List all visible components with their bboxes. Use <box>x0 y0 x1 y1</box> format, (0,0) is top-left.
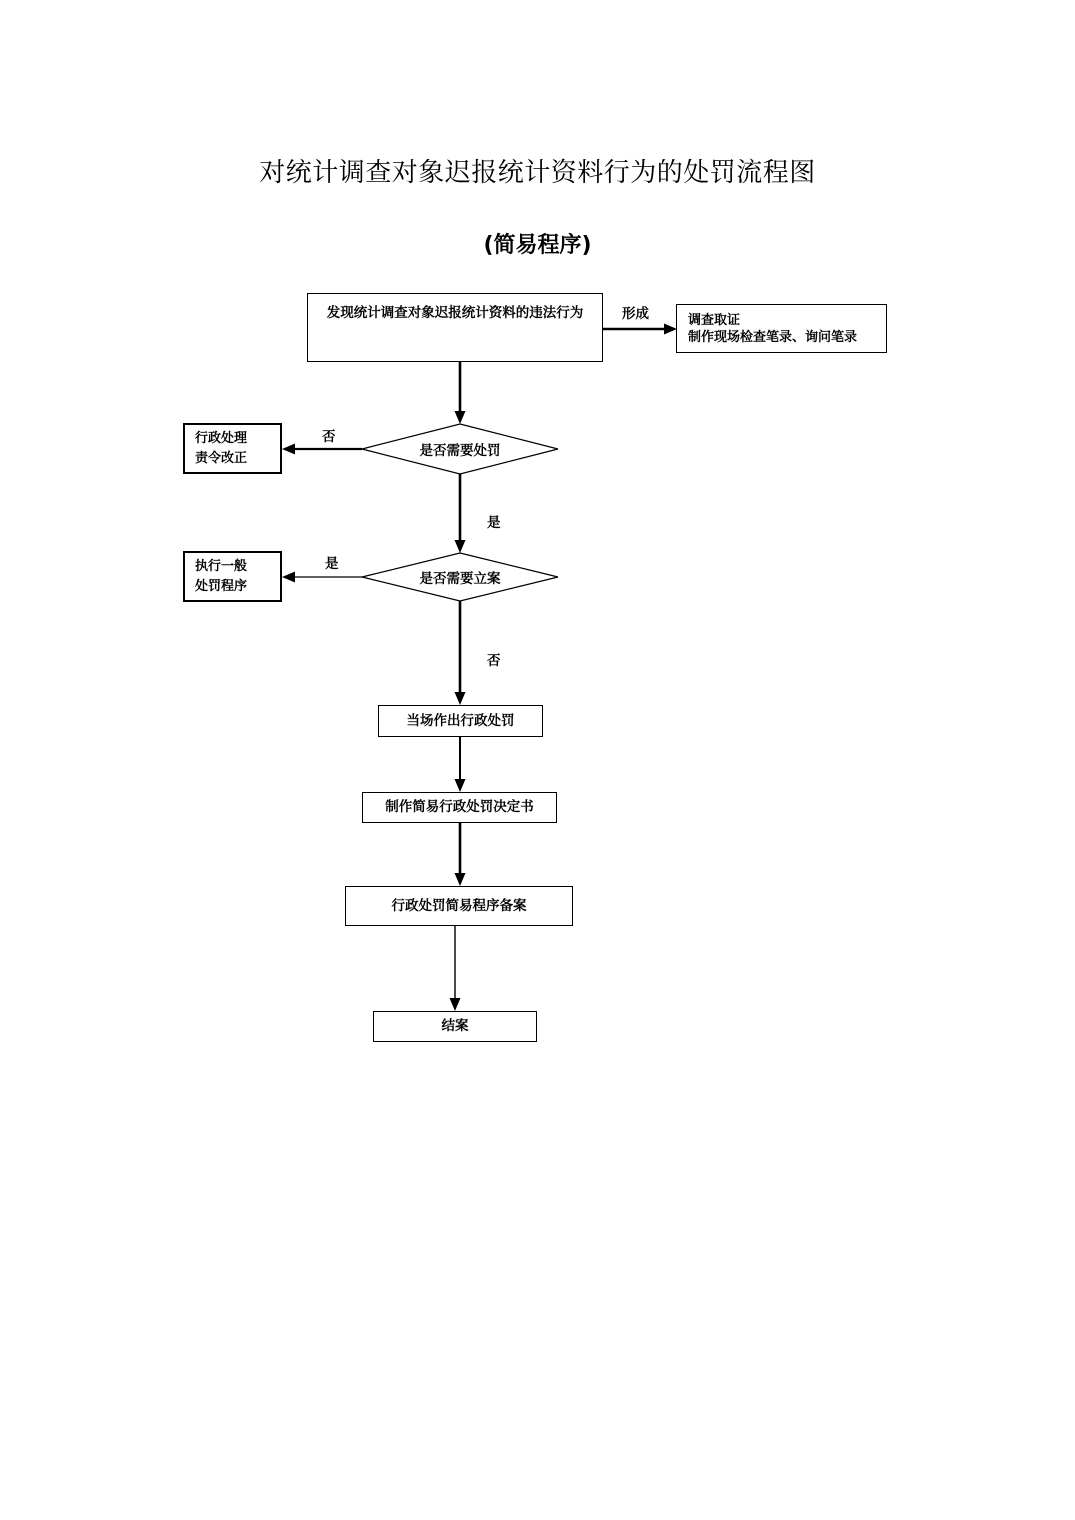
node-start <box>307 293 603 362</box>
edge-label-yes-case: 是 <box>325 556 339 572</box>
node-close-case-label: 结案 <box>441 1018 469 1035</box>
edge-label-form: 形成 <box>622 306 649 322</box>
edge-label-no-case: 否 <box>487 653 501 669</box>
decision-need-penalty-label: 是否需要处罚 <box>419 443 501 459</box>
node-onsite-penalty <box>378 705 543 737</box>
node-general-procedure-line2: 处罚程序 <box>195 578 248 594</box>
node-onsite-penalty-label: 当场作出行政处罚 <box>406 712 515 729</box>
node-start-label: 发现统计调查对象迟报统计资料的违法行为 <box>326 305 584 321</box>
node-filing-record <box>345 886 573 926</box>
node-evidence-line2: 制作现场检查笔录、询问笔录 <box>688 329 858 345</box>
node-admin-handling-line2: 责令改正 <box>195 450 248 466</box>
node-evidence-line1: 调查取证 <box>688 312 741 328</box>
page-title: 对统计调查对象迟报统计资料行为的处罚流程图 <box>259 158 816 188</box>
node-general-procedure <box>183 551 282 602</box>
node-decision-doc-label: 制作简易行政处罚决定书 <box>385 799 534 816</box>
node-admin-handling <box>183 423 282 474</box>
decision-need-case-filing-label: 是否需要立案 <box>419 571 501 587</box>
node-admin-handling-line1: 行政处理 <box>195 430 248 446</box>
node-decision-doc <box>362 792 557 823</box>
node-close-case <box>373 1011 537 1042</box>
edge-label-yes-penalty: 是 <box>487 515 501 531</box>
page-subtitle: (简易程序) <box>483 233 592 258</box>
node-filing-record-label: 行政处罚简易程序备案 <box>391 897 527 914</box>
node-evidence <box>676 304 887 353</box>
edge-label-no-penalty: 否 <box>322 429 336 445</box>
node-general-procedure-line1: 执行一般 <box>195 558 248 574</box>
